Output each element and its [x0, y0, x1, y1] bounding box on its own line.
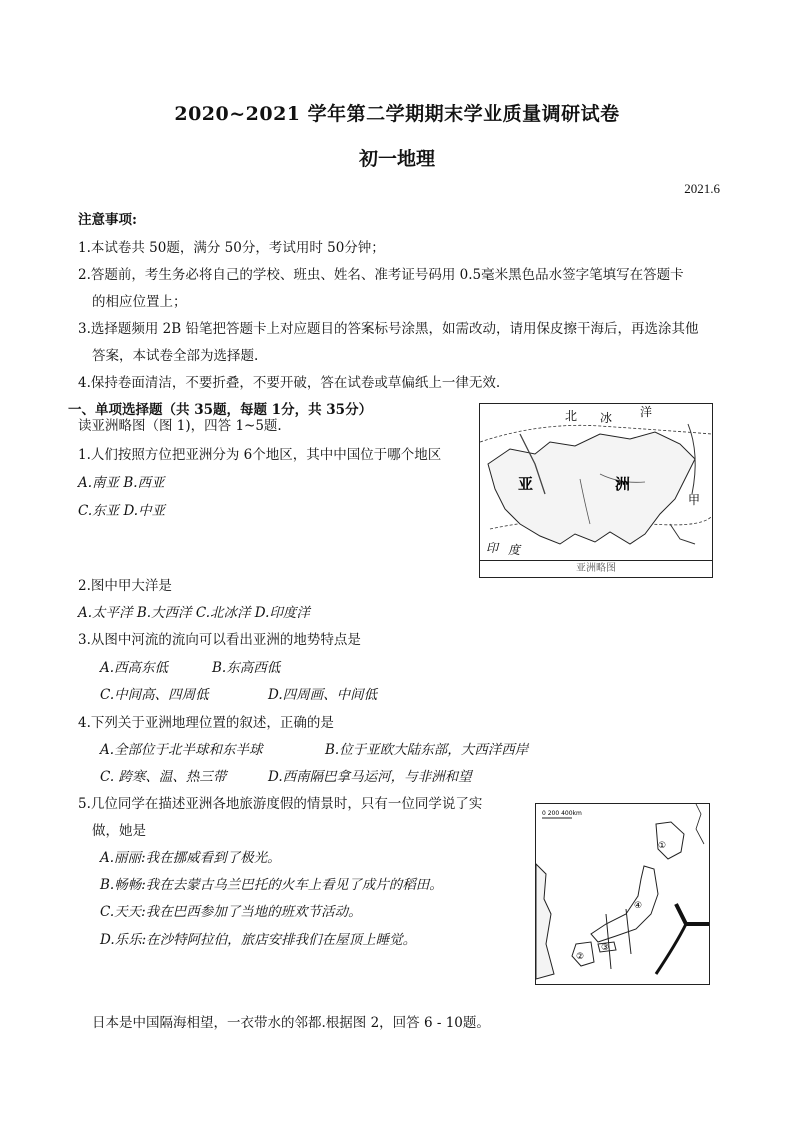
- exam-title: 2020~2021 学年第二学期期末学业质量调研试卷: [174, 103, 620, 125]
- question-1-options-ab: [78, 471, 165, 491]
- question-5-stem-cont: 做，她是: [92, 823, 146, 839]
- option: D.乐乐:在沙特阿拉伯，旅店安排我们在屋顶上睡觉。: [100, 932, 417, 948]
- map-marker: ③: [601, 943, 610, 953]
- notice-item: 3.选择题频用 2B 铅笔把答题卡上对应题目的答案标号涂黑，如需改动，请用保皮擦干海后，再选涂其他: [78, 321, 699, 337]
- notice-item: 的相应位置上；: [92, 294, 187, 310]
- map-label: 印: [486, 541, 499, 555]
- option: C.东亚: [78, 503, 120, 519]
- map-marker: ②: [576, 952, 585, 962]
- map-label: 度: [508, 543, 521, 557]
- option: C. 跨寒、温、热三带: [100, 769, 227, 785]
- question-2-stem: 2.图中甲大洋是: [78, 578, 172, 594]
- map-label: 洋: [640, 405, 653, 419]
- japan-map-figure: [535, 803, 710, 985]
- notice-item: 2.答题前，考生务必将自己的学校、班虫、姓名、准考证号码用 0.5毫米黑色品水签字笔填写在答题卡: [78, 267, 684, 283]
- option: A.全部位于北半球和东半球: [100, 742, 263, 758]
- map-scale-label: 0 200 400km: [542, 810, 582, 817]
- asia-map-figure: [479, 403, 713, 578]
- map-label: 北: [565, 409, 578, 423]
- option: B.大西洋: [136, 605, 192, 621]
- option: D.西南隔巴拿马运河，与非洲和望: [268, 769, 472, 785]
- option: C.天天:我在巴西参加了当地的班欢节活动。: [100, 904, 362, 920]
- option: C.中间高、四周低: [100, 687, 209, 703]
- option: A.太平洋: [78, 605, 133, 621]
- option: B.西亚: [123, 475, 165, 491]
- section-intro-japan: 日本是中国隔海相望，一衣带水的邻都.根据图 2，回答 6 - 10题。: [92, 1015, 490, 1031]
- option: D.印度洋: [254, 605, 310, 621]
- question-4-stem: 4.下列关于亚洲地理位置的叙述，正确的是: [78, 715, 334, 731]
- map-label: 亚: [518, 475, 534, 493]
- option: A.西高东低: [100, 660, 169, 676]
- option: D.四周画、中间低: [268, 687, 378, 703]
- map-label: 冰: [600, 411, 613, 425]
- map-marker: ①: [658, 841, 667, 851]
- option: B.畅畅:我在去蒙古乌兰巴托的火车上看见了成片的稻田。: [100, 877, 443, 893]
- question-1-options-cd: [78, 499, 165, 519]
- option: B.东高西低: [212, 660, 281, 676]
- section-heading: 一、单项选择题（共 35题，每题 1分，共 35分）: [68, 402, 373, 418]
- option: D.中亚: [123, 503, 166, 519]
- question-1-stem: 1.人们按照方位把亚洲分为 6个地区，其中中国位于哪个地区: [78, 447, 442, 463]
- japan-map-drawing: [536, 804, 709, 984]
- notice-heading: 注意事项:: [78, 212, 137, 228]
- asia-map-drawing: [480, 404, 712, 561]
- option: A.丽丽:我在挪威看到了极光。: [100, 850, 281, 866]
- asia-map-caption: 亚洲略图: [480, 560, 712, 577]
- notice-item: 4.保持卷面清洁，不要折叠，不要开破，答在试卷或草偏纸上一律无效.: [78, 375, 501, 391]
- map-marker: ④: [634, 901, 643, 911]
- question-2-options: [78, 601, 310, 621]
- exam-date: 2021.6: [684, 181, 720, 196]
- map-label: 甲: [688, 493, 701, 507]
- question-3-stem: 3.从图中河流的流向可以看出亚洲的地势特点是: [78, 632, 361, 648]
- notice-item: 答案，本试卷全部为选择题.: [92, 348, 259, 364]
- question-5-stem: 5.几位同学在描述亚洲各地旅游度假的情景时，只有一位同学说了实: [78, 796, 483, 812]
- option: B.位于亚欧大陆东部，大西洋西岸: [325, 742, 529, 758]
- section-intro: 读亚洲略图（图 1)，四答 1~5题.: [78, 418, 282, 434]
- notice-item: 1.本试卷共 50题，满分 50分，考试用时 50分钟；: [78, 240, 385, 256]
- map-label: 洲: [615, 475, 631, 493]
- option: C.北冰洋: [195, 605, 251, 621]
- exam-subtitle: 初一地理: [358, 148, 435, 170]
- option: A.南亚: [78, 475, 120, 491]
